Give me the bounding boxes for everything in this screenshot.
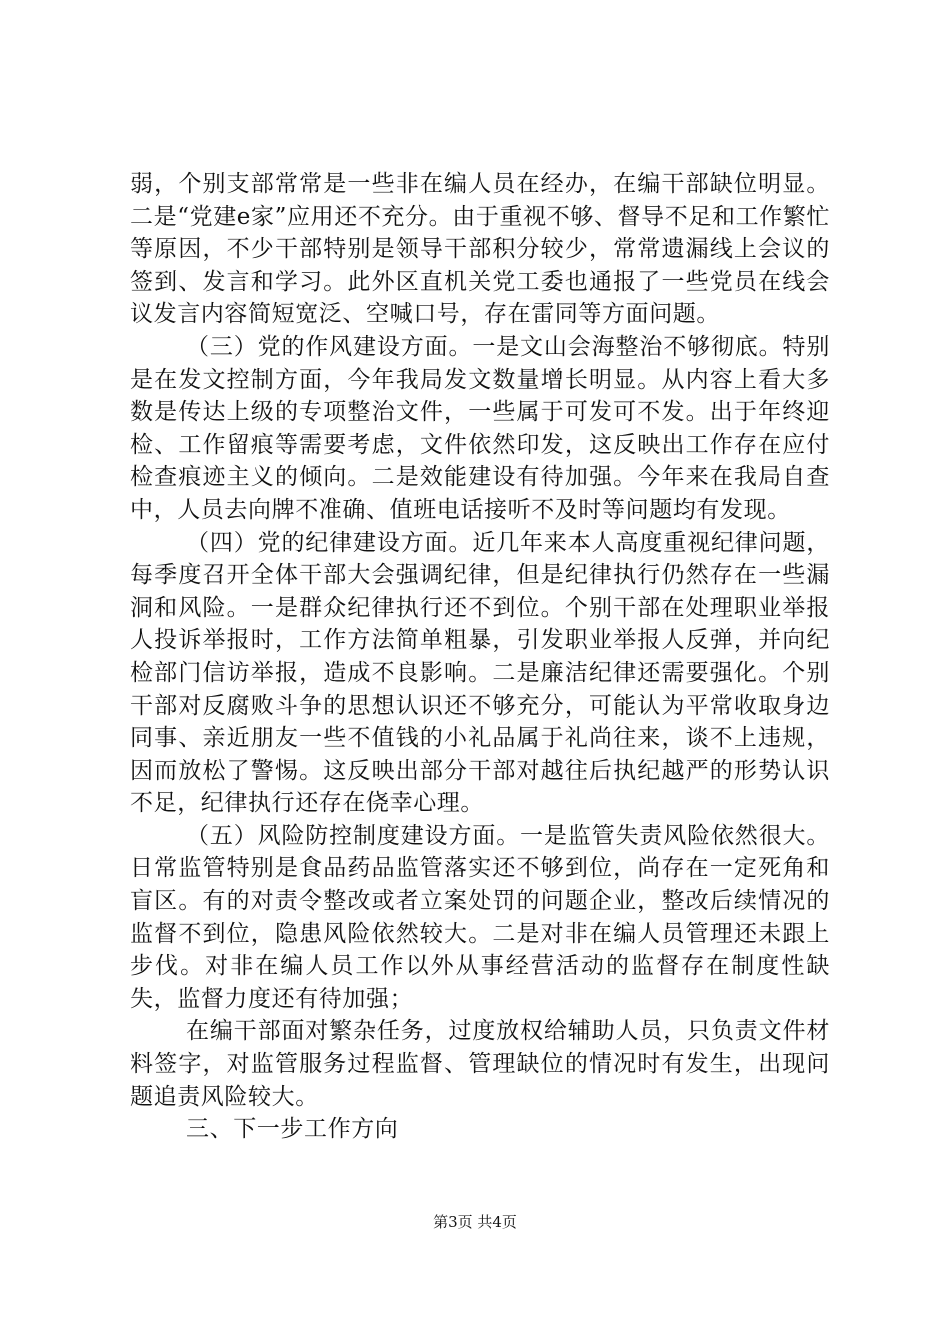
section-heading-next-steps: 三、下一步工作方向: [186, 1116, 399, 1143]
page-number-footer: 第3页 共4页: [433, 1213, 517, 1231]
paragraph-risk-control: （五）风险防控制度建设方面。一是监管失责风险依然很大。日常监管特别是食品药品监管落实还不够到位，尚存在一定死角和盲区。有的对责令整改或者立案处罚的问题企业，整改后续情况的监督不到位，隐患风险依然较大。二是对非在编人员管理还未跟上步伐。对非在编人员工作以外从事经营活动的监督存在制度性缺失，监督力度还有待加强；: [130, 822, 830, 1012]
paragraph-discipline: （四）党的纪律建设方面。近几年来本人高度重视纪律问题，每季度召开全体干部大会强调纪律，但是纪律执行仍然存在一些漏洞和风险。一是群众纪律执行还不到位。个别干部在处理职业举报人投诉举报时，工作方法简单粗暴，引发职业举报人反弹，并向纪检部门信访举报，造成不良影响。二是廉洁纪律还需要强化。个别干部对反腐败斗争的思想认识还不够充分，可能认为平常收取身边同事、亲近朋友一些不值钱的小礼品属于礼尚往来，谈不上违规，因而放松了警惕。这反映出部分干部对越往后执纪越严的形势认识不足，纪律执行还存在侥幸心理。: [130, 529, 830, 817]
paragraph-continued: 弱，个别支部常常是一些非在编人员在经办，在编干部缺位明显。二是“党建e家”应用还不充分。由于重视不够、督导不足和工作繁忙等原因，不少干部特别是领导干部积分较少，常常遗漏线上会议的签到、发言和学习。此外区直机关党工委也通报了一些党员在线会议发言内容简短宽泛、空喊口号，存在雷同等方面问题。: [130, 171, 830, 328]
paragraph-work-style: （三）党的作风建设方面。一是文山会海整治不够彻底。特别是在发文控制方面，今年我局发文数量增长明显。从内容上看大多数是传达上级的专项整治文件，一些属于可发可不发。出于年终迎检、工作留痕等需要考虑，文件依然印发，这反映出工作存在应付检查痕迹主义的倾向。二是效能建设有待加强。今年来在我局自查中，人员去向牌不准确、值班电话接听不及时等问题均有发现。: [130, 333, 830, 523]
paragraph-delegation: 在编干部面对繁杂任务，过度放权给辅助人员，只负责文件材料签字，对监管服务过程监督、管理缺位的情况时有发生，出现问题追责风险较大。: [130, 1018, 830, 1110]
document-body: [130, 168, 830, 1146]
